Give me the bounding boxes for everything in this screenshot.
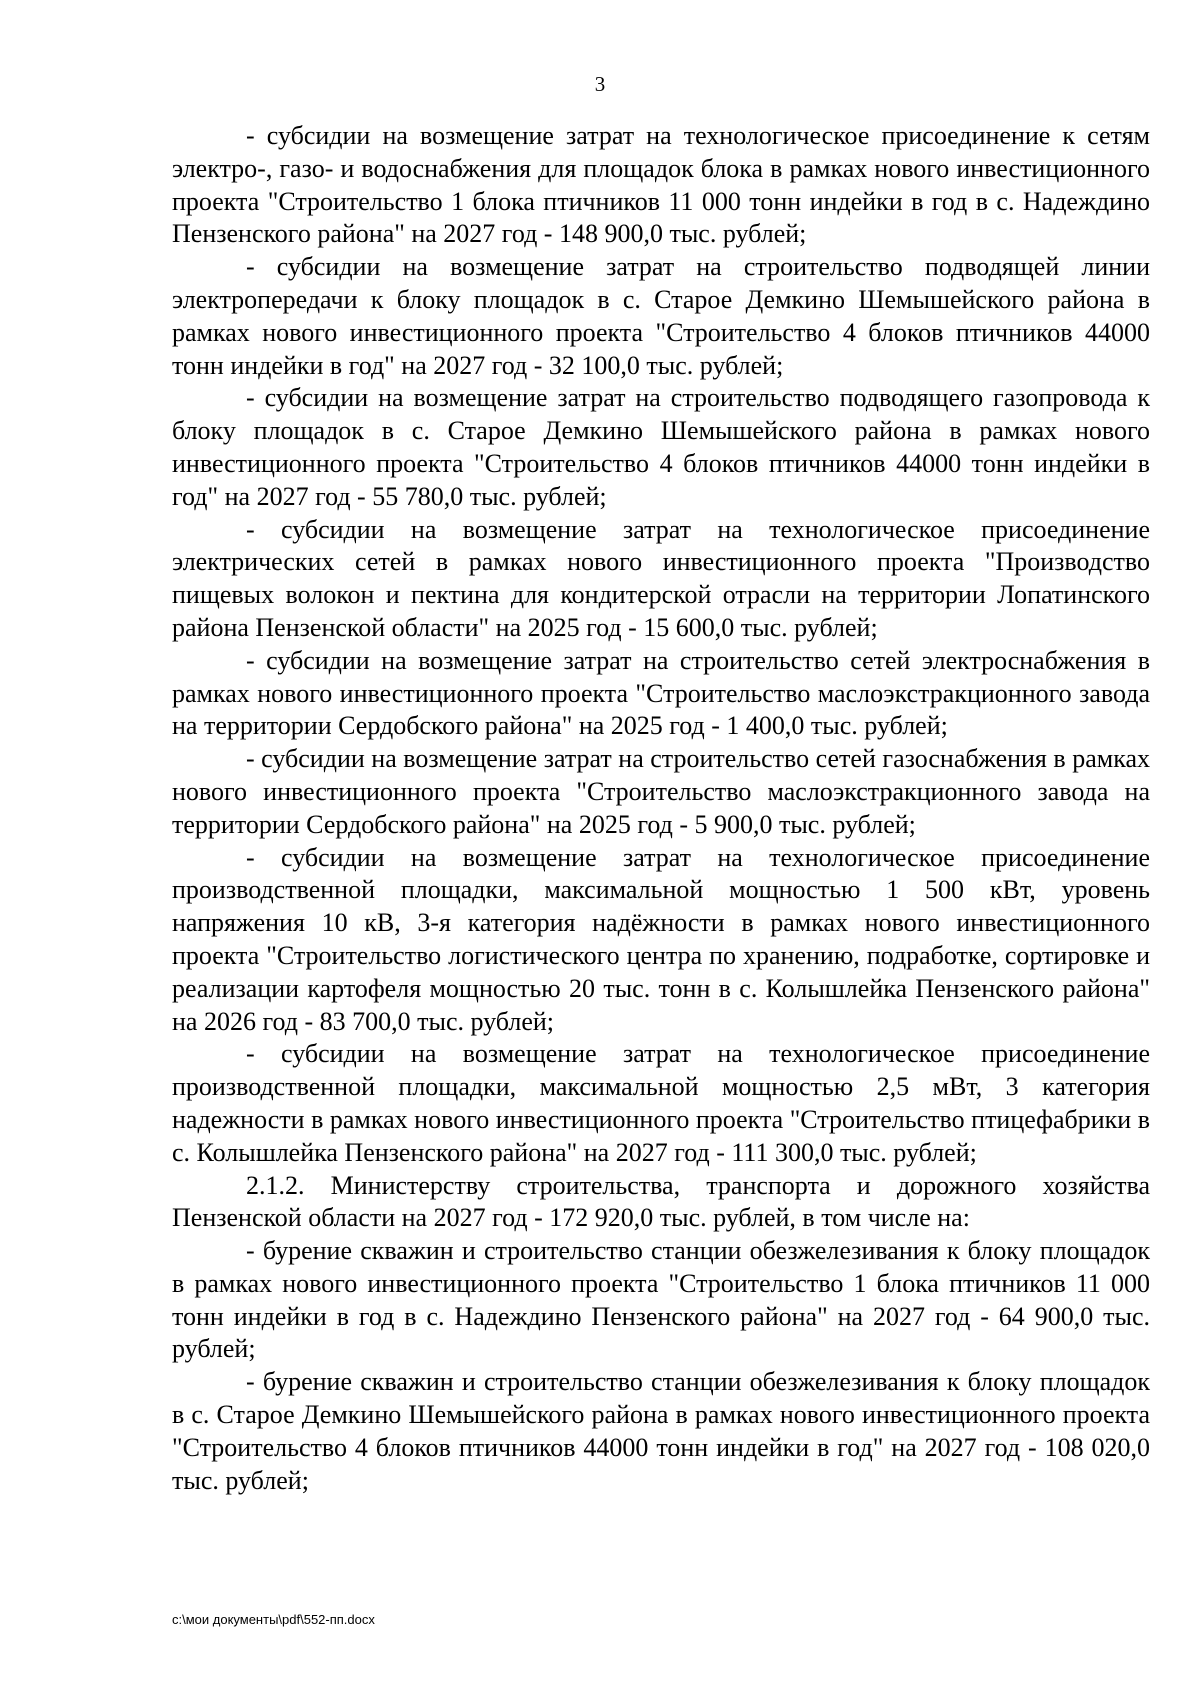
- paragraph: - субсидии на возмещение затрат на строительство сетей газоснабжения в рамках нового инвестиционного проекта "Строительство маслоэкстракционного завода на территории Сердобского района" на 2025 год - 5 900,0 тыс. рублей;: [172, 744, 1150, 839]
- paragraph: - субсидии на возмещение затрат на технологическое присоединение производственной площадки, максимальной мощностью 2,5 мВт, 3 категория надежности в рамках нового инвестиционного проекта "Строительство птицефабрики в с. Колышлейка Пензенского района" на 2027 год - 111 300,0 тыс. рублей;: [172, 1039, 1150, 1167]
- paragraph: - субсидии на возмещение затрат на технологическое присоединение электрических сетей в рамках нового инвестиционного проекта "Производство пищевых волокон и пектина для кондитерской отрасли на территории Лопатинского района Пензенской области" на 2025 год - 15 600,0 тыс. рублей;: [172, 514, 1150, 642]
- paragraph: 2.1.2. Министерству строительства, транспорта и дорожного хозяйства Пензенской области на 2027 год - 172 920,0 тыс. рублей, в том числе на:: [172, 1170, 1150, 1233]
- page-number: 3: [594, 72, 606, 96]
- paragraph: - субсидии на возмещение затрат на строительство подводящего газопровода к блоку площадок в с. Старое Демкино Шемышейского района в рамках нового инвестиционного проекта "Строительство 4 блоков птичников 44000 тонн индейки в год" на 2027 год - 55 780,0 тыс. рублей;: [172, 383, 1150, 511]
- paragraph: - субсидии на возмещение затрат на строительство сетей электроснабжения в рамках нового инвестиционного проекта "Строительство маслоэкстракционного завода на территории Сердобского района" на 2025 год - 1 400,0 тыс. рублей;: [172, 645, 1150, 741]
- paragraph: - субсидии на возмещение затрат на строительство подводящей линии электропередачи к блоку площадок в с. Старое Демкино Шемышейского района в рамках нового инвестиционного проекта "Строительство 4 блоков птичников 44000 тонн индейки в год" на 2027 год - 32 100,0 тыс. рублей;: [172, 252, 1150, 380]
- paragraph: - субсидии на возмещение затрат на технологическое присоединение производственной площадки, максимальной мощностью 1 500 кВт, уровень напряжения 10 кВ, 3-я категория надёжности в рамках нового инвестиционного проекта "Строительство логистического центра по хранению, подработке, сортировке и реализации картофеля мощностью 20 тыс. тонн в с. Колышлейка Пензенского района" на 2026 год - 83 700,0 тыс. рублей;: [172, 842, 1150, 1036]
- paragraph: - бурение скважин и строительство станции обезжелезивания к блоку площадок в рамках нового инвестиционного проекта "Строительство 1 блока птичников 11 000 тонн индейки в год в с. Надеждино Пензенского района" на 2027 год - 64 900,0 тыс. рублей;: [172, 1236, 1150, 1364]
- paragraph: - субсидии на возмещение затрат на технологическое присоединение к сетям электро-, газо- и водоснабжения для площадок блока в рамках нового инвестиционного проекта "Строительство 1 блока птичников 11 000 тонн индейки в год в с. Надеждино Пензенского района" на 2027 год - 148 900,0 тыс. рублей;: [172, 121, 1150, 249]
- paragraph: - бурение скважин и строительство станции обезжелезивания к блоку площадок в с. Старое Демкино Шемышейского района в рамках нового инвестиционного проекта "Строительство 4 блоков птичников 44000 тонн индейки в год" на 2027 год - 108 020,0 тыс. рублей;: [172, 1367, 1150, 1495]
- document-body: [172, 120, 1150, 1497]
- file-path-footer: c:\мои документы\pdf\552-пп.docx: [172, 1612, 375, 1627]
